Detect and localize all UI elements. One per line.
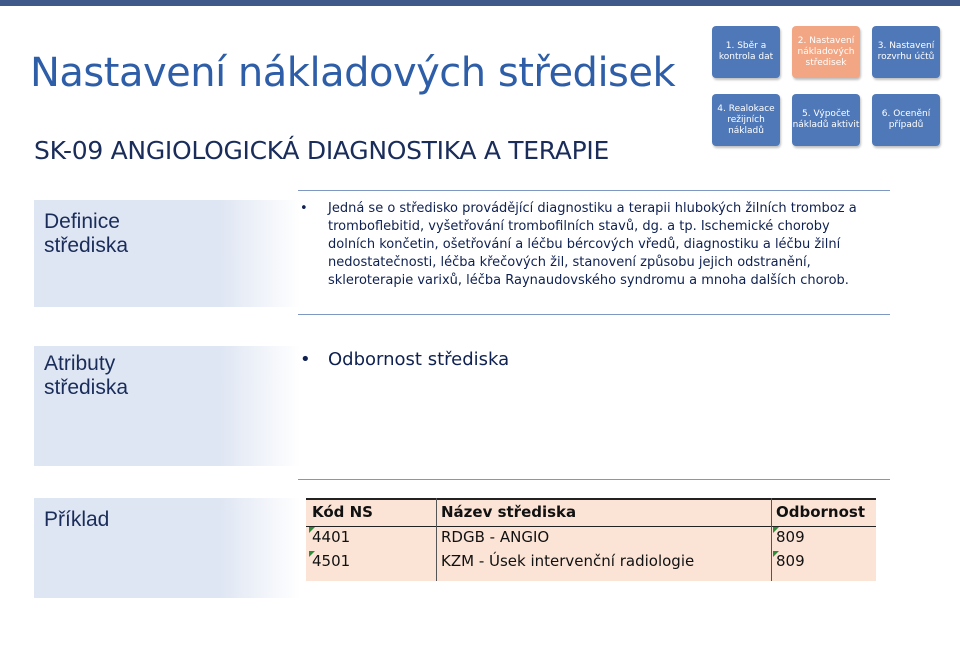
attributes-list xyxy=(300,349,509,371)
step-4-overhead-reallocation: 4. Realokace režijních nákladů xyxy=(712,94,780,146)
step-3-account-schedule: 3. Nastavení rozvrhu účtů xyxy=(872,26,940,78)
bullet-icon: • xyxy=(300,349,311,370)
definition-label xyxy=(44,210,128,258)
row1-code: 4401 xyxy=(312,528,351,546)
definition-label-line2: střediska xyxy=(44,234,129,257)
divider xyxy=(298,190,890,191)
bullet-icon: • xyxy=(300,201,308,216)
definition-label-box xyxy=(34,200,300,307)
example-label-box xyxy=(34,498,300,598)
attributes-label-line2: střediska xyxy=(44,376,129,399)
step-2-cost-centers: 2. Nastavení nákladových středisek xyxy=(792,26,860,78)
header-specialty: Odbornost xyxy=(776,503,866,521)
page-title: Nastavení nákladových středisek xyxy=(30,50,676,96)
attributes-label xyxy=(44,352,128,400)
row2-specialty: 809 xyxy=(776,552,805,570)
step-5-activity-costs: 5. Výpočet nákladů aktivit xyxy=(792,94,860,146)
row1-name: RDGB - ANGIO xyxy=(441,528,550,546)
attributes-label-line1: Atributy xyxy=(44,352,116,375)
definition-list xyxy=(300,200,858,290)
header-name: Název střediska xyxy=(441,503,577,521)
example-table xyxy=(306,498,876,581)
process-steps xyxy=(0,0,960,160)
attributes-label-box xyxy=(34,346,300,466)
column-separator xyxy=(771,498,772,581)
divider xyxy=(298,314,890,315)
row1-specialty: 809 xyxy=(776,528,805,546)
attribute-item xyxy=(300,349,509,371)
example-label: Příklad xyxy=(44,508,110,531)
step-6-case-valuation: 6. Ocenění případů xyxy=(872,94,940,146)
definition-label-line1: Definice xyxy=(44,210,120,233)
definition-item xyxy=(300,200,858,290)
page-subtitle: SK-09 ANGIOLOGICKÁ DIAGNOSTIKA A TERAPIE xyxy=(34,136,609,165)
column-separator xyxy=(436,498,437,581)
divider xyxy=(298,479,890,480)
attribute-text: Odbornost střediska xyxy=(328,349,510,370)
header-code: Kód NS xyxy=(312,503,373,521)
row2-name: KZM - Úsek intervenční radiologie xyxy=(441,552,695,570)
row2-code: 4501 xyxy=(312,552,351,570)
definition-text: Jedná se o středisko provádějící diagnostiku a terapii hlubokých žilních tromboz a tromboflebitid, vyšetřování trombofilních stavů, dg. a tp. Ischemické choroby dolních končetin, ošetřování a léčbu bércových vředů, diagnostiku a léčbu žilní nedostatečnosti, léčba křečových žil, stanovení způsobu jejich odstranění, skleroterapie varixů, léčba Raynaudovského syndromu a mnoha dalších chorob. xyxy=(328,201,857,288)
step-1-data-collection: 1. Sběr a kontrola dat xyxy=(712,26,780,78)
